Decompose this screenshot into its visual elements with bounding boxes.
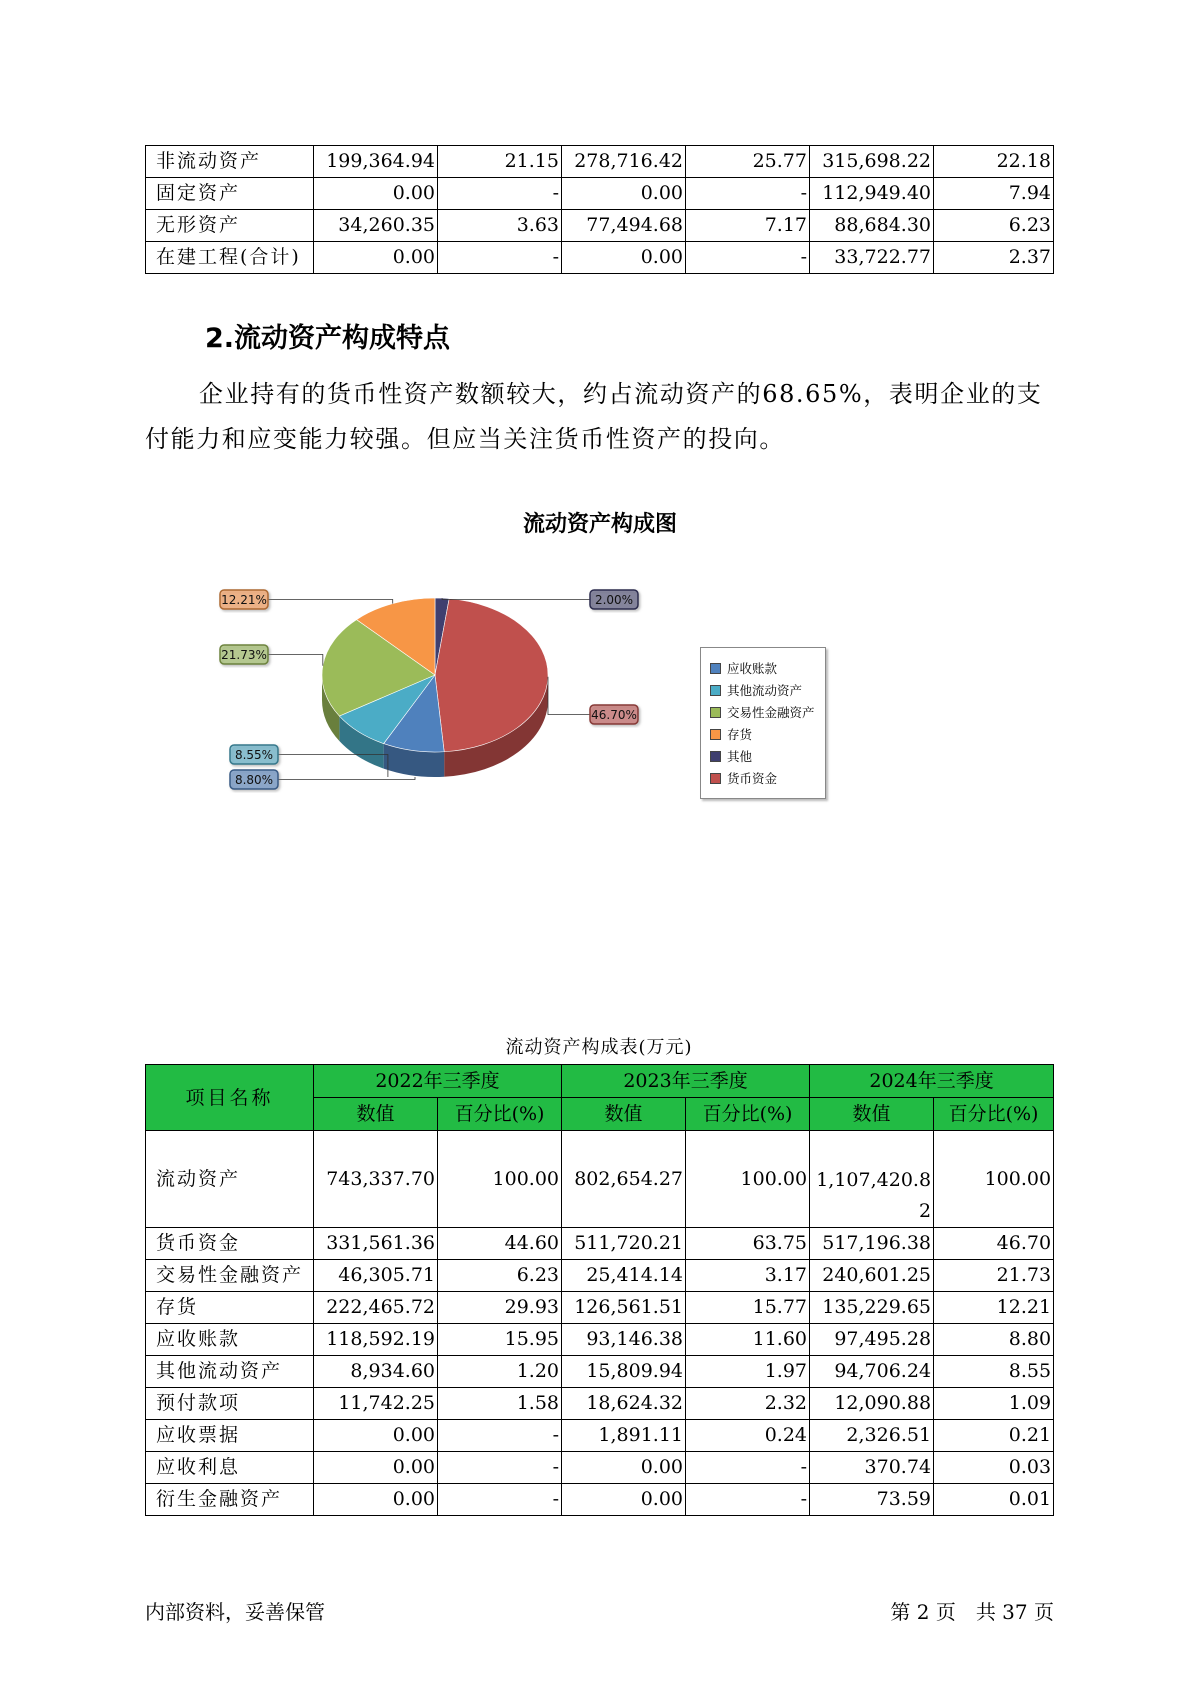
row-name: 预付款项 (146, 1388, 314, 1420)
percent-cell: 0.03 (934, 1452, 1054, 1484)
percent-cell: 6.23 (934, 210, 1054, 242)
percent-cell: - (686, 178, 810, 210)
row-name: 应收账款 (146, 1324, 314, 1356)
value-cell: 18,624.32 (562, 1388, 686, 1420)
percent-cell: - (438, 178, 562, 210)
table-row (146, 210, 1054, 242)
percent-cell: 15.77 (686, 1292, 810, 1324)
value-cell: 240,601.25 (810, 1260, 934, 1292)
legend-item (710, 701, 825, 723)
percent-cell: 44.60 (438, 1228, 562, 1260)
table-row (146, 1356, 1054, 1388)
percent-cell: 100.00 (686, 1131, 810, 1228)
pie-leader-line (268, 655, 323, 666)
table-row (146, 1131, 1054, 1228)
pie-leader-line (548, 677, 590, 715)
footer-page-number: 第 2 页 共 37 页 (890, 1600, 1054, 1624)
current-assets-pie-chart (195, 575, 645, 825)
value-cell: 2,326.51 (810, 1420, 934, 1452)
value-cell: 511,720.21 (562, 1228, 686, 1260)
table-row (146, 242, 1054, 274)
percent-cell: 63.75 (686, 1228, 810, 1260)
table-row (146, 1292, 1054, 1324)
value-cell: 1,107,420.82 (810, 1131, 934, 1228)
header-percent: 百分比(%) (438, 1098, 562, 1131)
row-name: 货币资金 (146, 1228, 314, 1260)
value-cell: 77,494.68 (562, 210, 686, 242)
percent-cell: 3.63 (438, 210, 562, 242)
pie-data-label: 8.80% (234, 773, 274, 787)
pie-leader-line (268, 600, 393, 604)
percent-cell: 46.70 (934, 1228, 1054, 1260)
percent-cell: 22.18 (934, 146, 1054, 178)
value-cell: 315,698.22 (810, 146, 934, 178)
table-row (146, 1260, 1054, 1292)
value-cell: 34,260.35 (314, 210, 438, 242)
value-cell: 15,809.94 (562, 1356, 686, 1388)
percent-cell: 8.80 (934, 1324, 1054, 1356)
table-row (146, 1324, 1054, 1356)
pie-leader-line (278, 777, 415, 780)
percent-cell: 8.55 (934, 1356, 1054, 1388)
legend-label: 应收账款 (727, 661, 778, 676)
table-caption: 流动资产构成表(万元) (505, 1037, 693, 1058)
percent-cell: 21.15 (438, 146, 562, 178)
value-cell: 25,414.14 (562, 1260, 686, 1292)
value-cell: 802,654.27 (562, 1131, 686, 1228)
percent-cell: 25.77 (686, 146, 810, 178)
row-name: 在建工程(合计) (146, 242, 314, 274)
legend-swatch (710, 773, 721, 784)
percent-cell: 1.97 (686, 1356, 810, 1388)
pie-leader-line (442, 598, 590, 599)
value-cell: 0.00 (314, 1452, 438, 1484)
value-cell: 0.00 (562, 178, 686, 210)
percent-cell: 1.58 (438, 1388, 562, 1420)
value-cell: 97,495.28 (810, 1324, 934, 1356)
value-cell: 517,196.38 (810, 1228, 934, 1260)
table-row (146, 1484, 1054, 1516)
legend-swatch (710, 729, 721, 740)
percent-cell: 6.23 (438, 1260, 562, 1292)
value-cell: 1,891.11 (562, 1420, 686, 1452)
value-cell: 370.74 (810, 1452, 934, 1484)
value-cell: 0.00 (562, 1452, 686, 1484)
table-row (146, 178, 1054, 210)
value-cell: 94,706.24 (810, 1356, 934, 1388)
percent-cell: 2.32 (686, 1388, 810, 1420)
value-cell: 12,090.88 (810, 1388, 934, 1420)
value-cell: 0.00 (562, 242, 686, 274)
legend-swatch (710, 685, 721, 696)
value-cell: 88,684.30 (810, 210, 934, 242)
legend-item (710, 679, 825, 701)
header-value: 数值 (562, 1098, 686, 1131)
value-cell: 0.00 (562, 1484, 686, 1516)
legend-label: 其他流动资产 (727, 683, 803, 698)
header-percent: 百分比(%) (686, 1098, 810, 1131)
header-percent: 百分比(%) (934, 1098, 1054, 1131)
percent-cell: 15.95 (438, 1324, 562, 1356)
value-cell: 0.00 (314, 1484, 438, 1516)
value-cell: 0.00 (314, 178, 438, 210)
current-assets-table (145, 1064, 1054, 1516)
percent-cell: 100.00 (934, 1131, 1054, 1228)
percent-cell: 0.24 (686, 1420, 810, 1452)
value-cell: 743,337.70 (314, 1131, 438, 1228)
value-cell: 278,716.42 (562, 146, 686, 178)
header-period-2024: 2024年三季度 (810, 1065, 1054, 1098)
pie-data-label: 21.73% (221, 648, 267, 662)
percent-cell: 21.73 (934, 1260, 1054, 1292)
value-cell: 33,722.77 (810, 242, 934, 274)
row-name: 无形资产 (146, 210, 314, 242)
header-value: 数值 (810, 1098, 934, 1131)
table-row (146, 1452, 1054, 1484)
percent-cell: - (438, 242, 562, 274)
pie-data-label: 2.00% (594, 593, 634, 607)
section-paragraph: 企业持有的货币性资产数额较大，约占流动资产的68.65%，表明企业的支付能力和应变能力较强。但应当关注货币性资产的投向。 (145, 380, 1043, 453)
percent-cell: - (438, 1420, 562, 1452)
percent-cell: - (438, 1452, 562, 1484)
value-cell: 331,561.36 (314, 1228, 438, 1260)
row-name: 存货 (146, 1292, 314, 1324)
legend-swatch (710, 663, 721, 674)
row-name: 衍生金融资产 (146, 1484, 314, 1516)
pie-data-label: 12.21% (221, 593, 267, 607)
table-row (146, 1228, 1054, 1260)
header-name-col: 项目名称 (146, 1065, 314, 1131)
legend-item (710, 767, 825, 789)
percent-cell: 7.17 (686, 210, 810, 242)
value-cell: 8,934.60 (314, 1356, 438, 1388)
value-cell: 112,949.40 (810, 178, 934, 210)
percent-cell: 0.21 (934, 1420, 1054, 1452)
value-cell: 11,742.25 (314, 1388, 438, 1420)
percent-cell: 100.00 (438, 1131, 562, 1228)
percent-cell: - (438, 1484, 562, 1516)
table-row (146, 1388, 1054, 1420)
chart-title: 流动资产构成图 (522, 512, 677, 537)
percent-cell: 1.20 (438, 1356, 562, 1388)
legend-item (710, 723, 825, 745)
row-name: 固定资产 (146, 178, 314, 210)
value-cell: 73.59 (810, 1484, 934, 1516)
header-period-2023: 2023年三季度 (562, 1065, 810, 1098)
legend-label: 交易性金融资产 (727, 705, 815, 720)
value-cell: 222,465.72 (314, 1292, 438, 1324)
legend-item (710, 745, 825, 767)
legend-label: 货币资金 (727, 771, 778, 786)
pie-data-label: 46.70% (591, 708, 637, 722)
percent-cell: - (686, 1484, 810, 1516)
percent-cell: 12.21 (934, 1292, 1054, 1324)
non-current-assets-table (145, 145, 1054, 274)
legend-swatch (710, 751, 721, 762)
percent-cell: - (686, 1452, 810, 1484)
percent-cell: - (686, 242, 810, 274)
percent-cell: 0.01 (934, 1484, 1054, 1516)
legend-swatch (710, 707, 721, 718)
percent-cell: 11.60 (686, 1324, 810, 1356)
percent-cell: 29.93 (438, 1292, 562, 1324)
legend-label: 存货 (727, 727, 753, 742)
value-cell: 0.00 (314, 1420, 438, 1452)
row-name: 交易性金融资产 (146, 1260, 314, 1292)
percent-cell: 7.94 (934, 178, 1054, 210)
value-cell: 0.00 (314, 242, 438, 274)
table-row (146, 1420, 1054, 1452)
row-name: 应收利息 (146, 1452, 314, 1484)
row-name: 应收票据 (146, 1420, 314, 1452)
legend-label: 其他 (727, 749, 753, 764)
row-name: 其他流动资产 (146, 1356, 314, 1388)
header-period-2022: 2022年三季度 (314, 1065, 562, 1098)
value-cell: 199,364.94 (314, 146, 438, 178)
chart-legend (700, 647, 826, 799)
value-cell: 46,305.71 (314, 1260, 438, 1292)
value-cell: 126,561.51 (562, 1292, 686, 1324)
value-cell: 93,146.38 (562, 1324, 686, 1356)
pie-data-label: 8.55% (234, 748, 274, 762)
percent-cell: 2.37 (934, 242, 1054, 274)
header-value: 数值 (314, 1098, 438, 1131)
percent-cell: 3.17 (686, 1260, 810, 1292)
legend-item (710, 657, 825, 679)
value-cell: 135,229.65 (810, 1292, 934, 1324)
table-row (146, 146, 1054, 178)
footer-confidential-note: 内部资料，妥善保管 (145, 1600, 325, 1624)
section-heading: 2.流动资产构成特点 (205, 323, 451, 354)
value-cell: 118,592.19 (314, 1324, 438, 1356)
row-name: 流动资产 (146, 1131, 314, 1228)
percent-cell: 1.09 (934, 1388, 1054, 1420)
row-name: 非流动资产 (146, 146, 314, 178)
